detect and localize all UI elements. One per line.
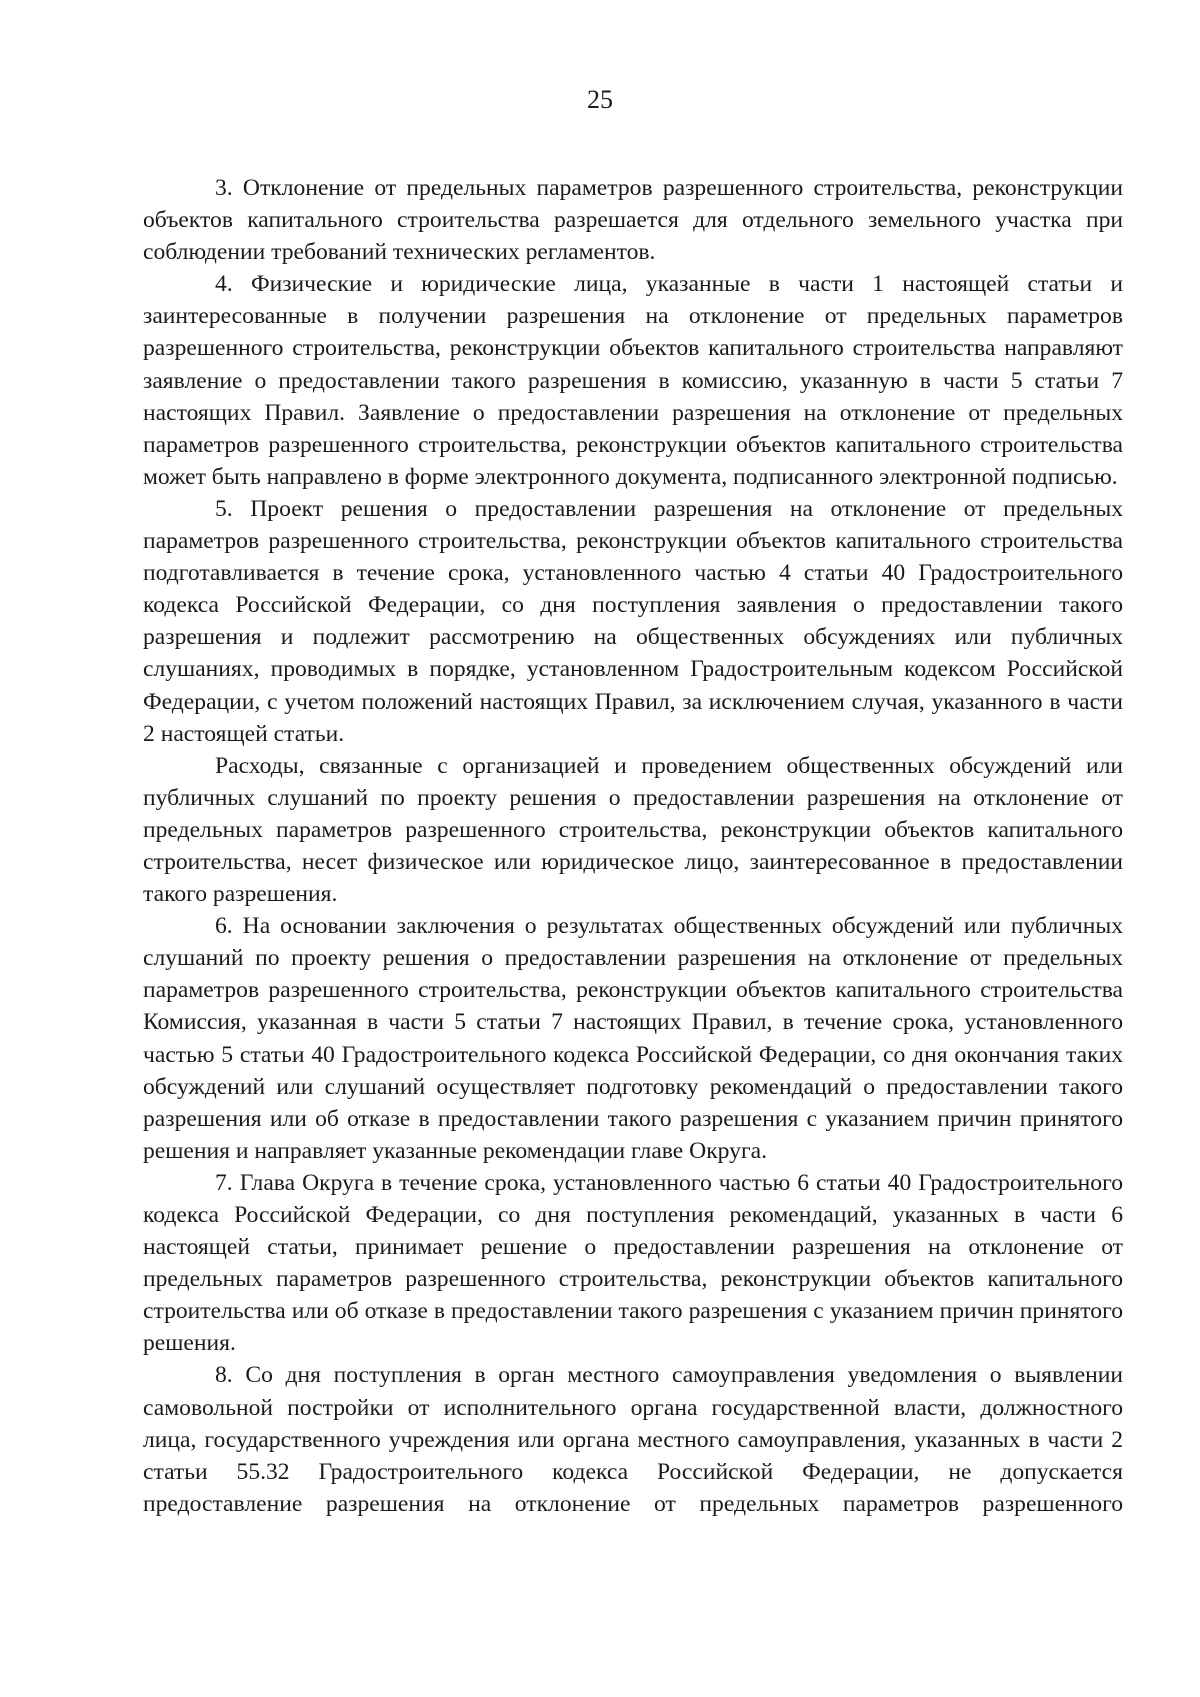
paragraph-7: 7. Глава Округа в течение срока, установленного частью 6 статьи 40 Градостроительного кодекса Российской Федерации, со дня поступления рекомендаций, указанных в части 6 настоящей статьи, принимает решение о предоставлении разрешения на отклонение от предельных параметров разрешенного строительства, реконструкции объектов капитального строительства или об отказе в предоставлении такого разрешения с указанием причин принятого решения. [143,1169,1123,1357]
paragraph-3: 3. Отклонение от предельных параметров разрешенного строительства, реконструкции объектов капитального строительства разрешается для отдельного земельного участка при соблюдении требований технических регламентов. [143,175,1123,266]
paragraph-5: 5. Проект решения о предоставлении разрешения на отклонение от предельных параметров разрешенного строительства, реконструкции объектов капитального строительства подготавливается в течение срока, установленного частью 4 статьи 40 Градостроительного кодекса Российской Федерации, со дня поступления заявления о предоставлении такого разрешения и подлежит рассмотрению на общественных обсуждениях или публичных слушаниях, проводимых в порядке, установленном Градостроительным кодексом Российской Федерации, с учетом положений настоящих Правил, за исключением случая, указанного в части 2 настоящей статьи. [143,495,1123,747]
paragraph-6: 6. На основании заключения о результатах общественных обсуждений или публичных слушаний по проекту решения о предоставлении разрешения на отклонение от предельных параметров разрешенного строительства, реконструкции объектов капитального строительства Комиссия, указанная в части 5 статьи 7 настоящих Правил, в течение срока, установленного частью 5 статьи 40 Градостроительного кодекса Российской Федерации, со дня окончания таких обсуждений или слушаний осуществляет подготовку рекомендаций о предоставлении такого разрешения или об отказе в предоставлении такого разрешения с указанием причин принятого решения и направляет указанные рекомендации главе Округа. [143,913,1123,1164]
page-number: 25 [587,85,613,114]
paragraph-8: 8. Со дня поступления в орган местного самоуправления уведомления о выявлении самовольной постройки от исполнительного органа государственной власти, должностного лица, государственного учреждения или органа местного самоуправления, указанных в части 2 статьи 55.32 Градостроительного кодекса Российской Федерации, не допускается предоставление разрешения на отклонение от предельных параметров разрешенного [143,1362,1123,1517]
paragraph-5-expenses: Расходы, связанные с организацией и проведением общественных обсуждений или публичных слушаний по проекту решения о предоставлении разрешения на отклонение от предельных параметров разрешенного строительства, реконструкции объектов капитального строительства, несет физическое или юридическое лицо, заинтересованное в предоставлении такого разрешения. [143,752,1123,908]
document-body [143,172,1123,1520]
paragraph-4: 4. Физические и юридические лица, указанные в части 1 настоящей статьи и заинтересованные в получении разрешения на отклонение от предельных параметров разрешенного строительства, реконструкции объектов капитального строительства направляют заявление о предоставлении такого разрешения в комиссию, указанную в части 5 статьи 7 настоящих Правил. Заявление о предоставлении разрешения на отклонение от предельных параметров разрешенного строительства, реконструкции объектов капитального строительства может быть направлено в форме электронного документа, подписанного электронной подписью. [143,271,1123,490]
